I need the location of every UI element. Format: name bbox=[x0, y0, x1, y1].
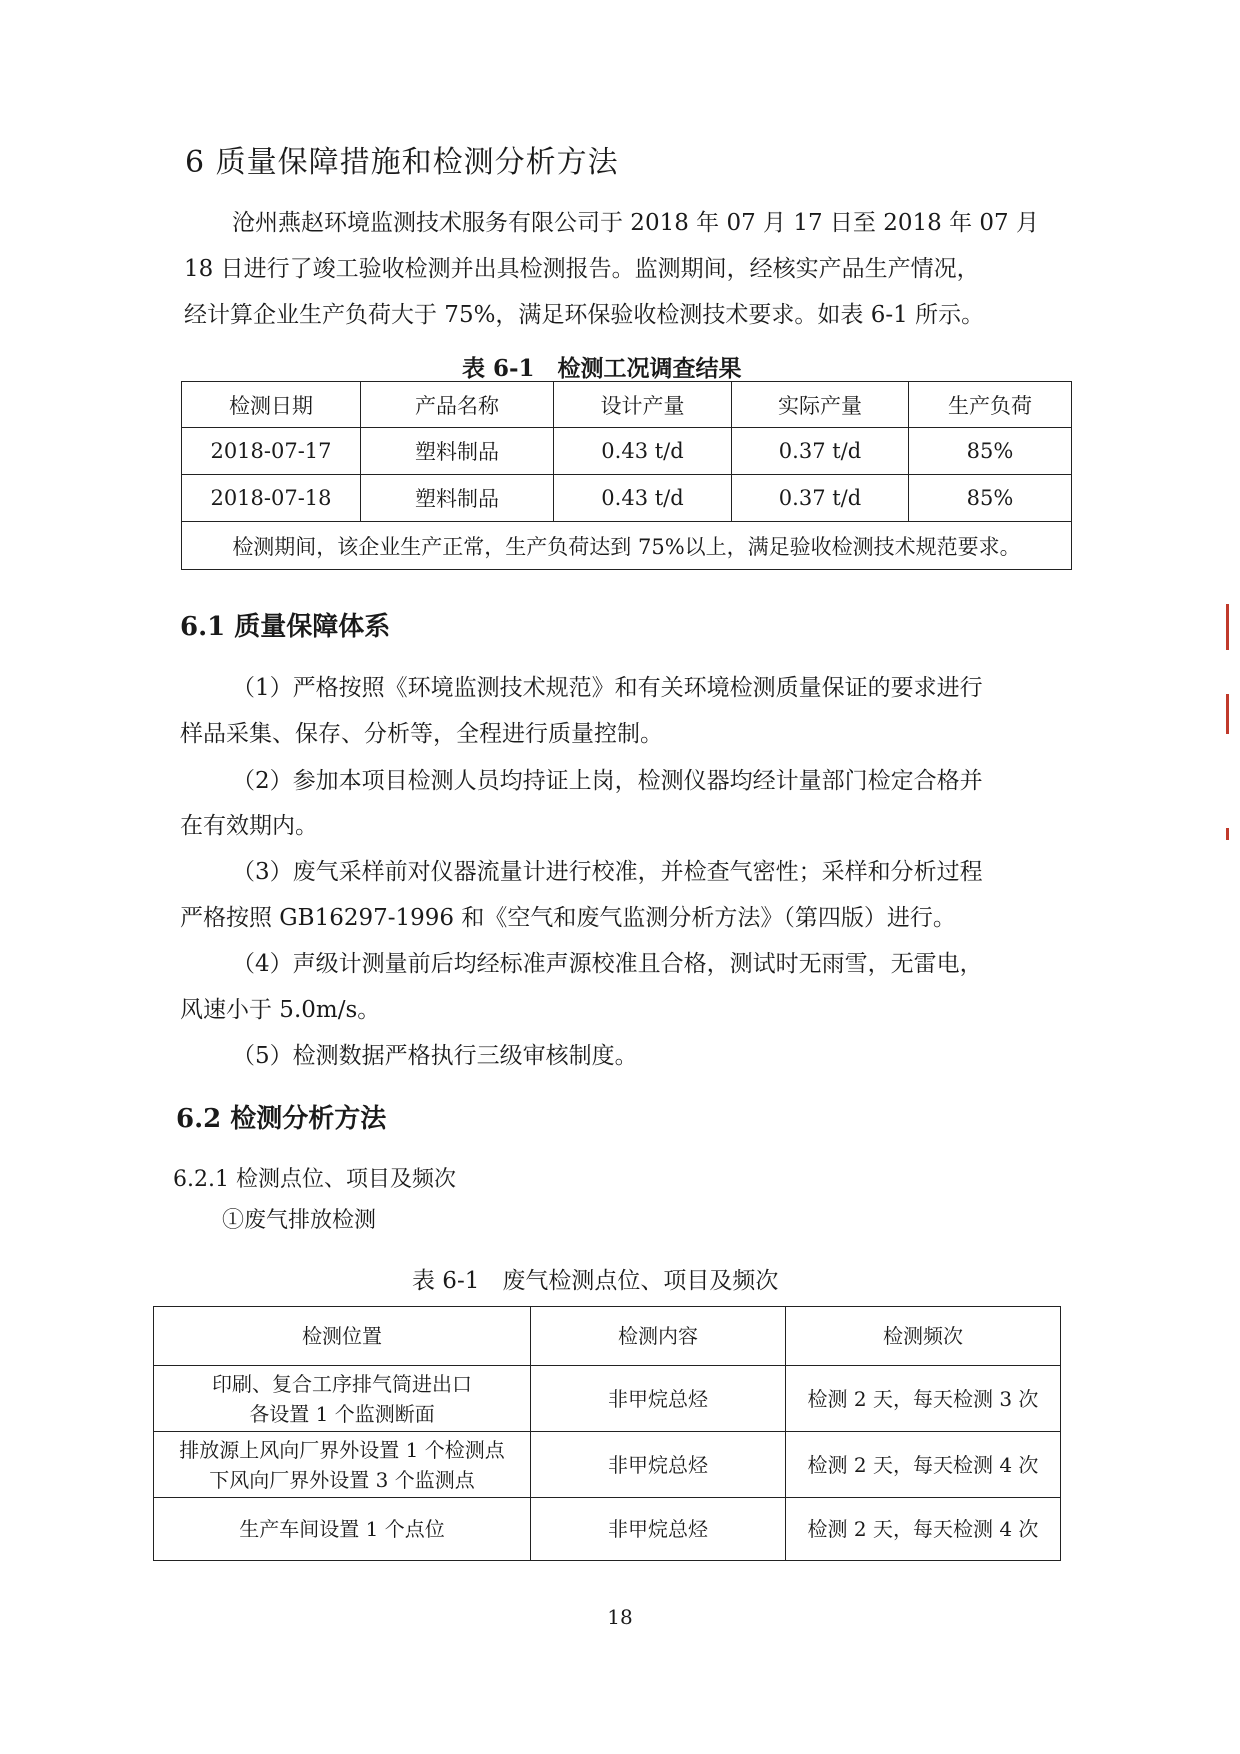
section-6-2-title: 6.2 检测分析方法 bbox=[176, 1104, 387, 1134]
intro-line-2: 18 日进行了竣工验收检测并出具检测报告。监测期间，经核实产品生产情况， bbox=[184, 256, 980, 282]
design-output-cell: 0.43 t/d bbox=[554, 428, 732, 475]
table-header-row bbox=[154, 1307, 1061, 1366]
actual-output-cell: 0.37 t/d bbox=[732, 475, 909, 522]
qa-item-2-line-2: 在有效期内。 bbox=[180, 813, 318, 839]
content-cell: 非甲烷总烃 bbox=[531, 1432, 786, 1498]
date-cell: 2018-07-18 bbox=[182, 475, 361, 522]
edge-mark bbox=[1226, 694, 1229, 734]
content-cell: 非甲烷总烃 bbox=[531, 1498, 786, 1561]
header-cell: 生产负荷 bbox=[909, 382, 1072, 428]
page-heading: 6 质量保障措施和检测分析方法 bbox=[185, 145, 619, 180]
workload-table bbox=[181, 381, 1072, 570]
edge-mark bbox=[1226, 604, 1229, 650]
edge-mark bbox=[1226, 828, 1229, 840]
table-row bbox=[154, 1432, 1061, 1498]
header-cell: 实际产量 bbox=[732, 382, 909, 428]
product-cell: 塑料制品 bbox=[361, 475, 554, 522]
actual-output-cell: 0.37 t/d bbox=[732, 428, 909, 475]
table-header-row bbox=[182, 382, 1072, 428]
qa-item-3-line-1: （3）废气采样前对仪器流量计进行校准，并检查气密性；采样和分析过程 bbox=[232, 859, 983, 885]
frequency-cell: 检测 2 天，每天检测 4 次 bbox=[786, 1498, 1061, 1561]
header-cell: 设计产量 bbox=[554, 382, 732, 428]
location-line: 印刷、复合工序排气筒进出口 bbox=[212, 1371, 472, 1396]
location-line: 各设置 1 个监测断面 bbox=[249, 1401, 435, 1426]
intro-line-3: 经计算企业生产负荷大于 75%，满足环保验收检测技术要求。如表 6-1 所示。 bbox=[184, 302, 985, 328]
qa-item-1-line-2: 样品采集、保存、分析等，全程进行质量控制。 bbox=[180, 721, 663, 747]
design-output-cell: 0.43 t/d bbox=[554, 475, 732, 522]
qa-item-5-line-1: （5）检测数据严格执行三级审核制度。 bbox=[232, 1043, 638, 1069]
table-row bbox=[154, 1366, 1061, 1432]
qa-item-3-line-2: 严格按照 GB16297-1996 和《空气和废气监测分析方法》（第四版）进行。 bbox=[180, 905, 956, 931]
table1-caption: 表 6-1 检测工况调查结果 bbox=[462, 355, 742, 382]
table-row bbox=[154, 1498, 1061, 1561]
sampling-table bbox=[153, 1306, 1061, 1561]
page-number: 18 bbox=[607, 1605, 633, 1629]
header-cell: 检测内容 bbox=[531, 1307, 786, 1366]
load-cell: 85% bbox=[909, 428, 1072, 475]
location-cell bbox=[154, 1366, 531, 1432]
table-row bbox=[182, 475, 1072, 522]
header-cell: 产品名称 bbox=[361, 382, 554, 428]
header-cell: 检测频次 bbox=[786, 1307, 1061, 1366]
content-cell: 非甲烷总烃 bbox=[531, 1366, 786, 1432]
location-line: 生产车间设置 1 个点位 bbox=[239, 1517, 445, 1541]
product-cell: 塑料制品 bbox=[361, 428, 554, 475]
qa-item-1-line-1: （1）严格按照《环境监测技术规范》和有关环境检测质量保证的要求进行 bbox=[232, 675, 983, 701]
header-cell: 检测日期 bbox=[182, 382, 361, 428]
location-line: 下风向厂界外设置 3 个监测点 bbox=[209, 1467, 475, 1492]
qa-item-4-line-1: （4）声级计测量前后均经标准声源校准且合格，测试时无雨雪，无雷电， bbox=[232, 951, 983, 977]
table-row bbox=[182, 428, 1072, 475]
load-cell: 85% bbox=[909, 475, 1072, 522]
frequency-cell: 检测 2 天，每天检测 4 次 bbox=[786, 1432, 1061, 1498]
qa-item-4-line-2: 风速小于 5.0m/s。 bbox=[180, 997, 381, 1023]
subsection-6-2-1-title: 6.2.1 检测点位、项目及频次 bbox=[173, 1167, 456, 1192]
location-line: 排放源上风向厂界外设置 1 个检测点 bbox=[179, 1437, 505, 1462]
intro-line-1: 沧州燕赵环境监测技术服务有限公司于 2018 年 07 月 17 日至 2018 年 07 月 bbox=[232, 210, 1039, 236]
qa-item-2-line-1: （2）参加本项目检测人员均持证上岗，检测仪器均经计量部门检定合格并 bbox=[232, 768, 983, 794]
header-cell: 检测位置 bbox=[154, 1307, 531, 1366]
table-note: 检测期间，该企业生产正常，生产负荷达到 75%以上，满足验收检测技术规范要求。 bbox=[182, 522, 1072, 570]
location-cell bbox=[154, 1432, 531, 1498]
frequency-cell: 检测 2 天，每天检测 3 次 bbox=[786, 1366, 1061, 1432]
table-note-row bbox=[182, 522, 1072, 570]
table2-caption: 表 6-1 废气检测点位、项目及频次 bbox=[412, 1268, 779, 1294]
location-cell bbox=[154, 1498, 531, 1561]
section-6-1-title: 6.1 质量保障体系 bbox=[180, 612, 391, 642]
exhaust-gas-item: ①废气排放检测 bbox=[222, 1208, 377, 1233]
date-cell: 2018-07-17 bbox=[182, 428, 361, 475]
